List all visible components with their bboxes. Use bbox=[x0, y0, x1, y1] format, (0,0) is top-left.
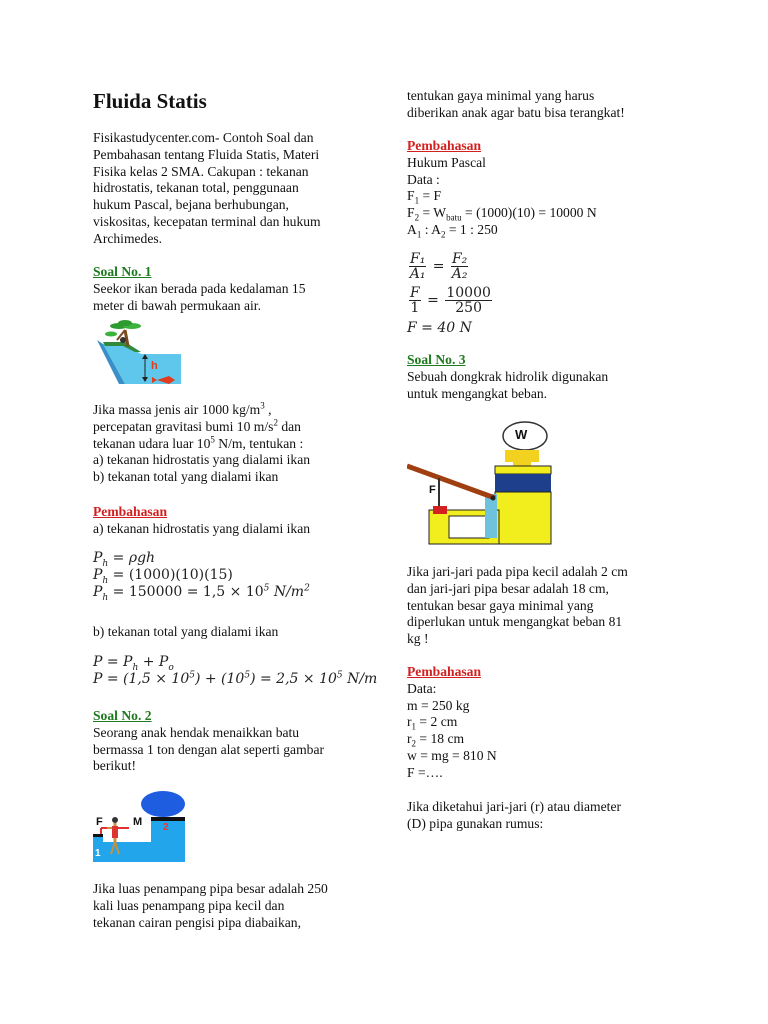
pascal-equations bbox=[407, 252, 669, 320]
eq-pascal-ratio: $\frac{\text{F₁}}{\text{A₁}}$ = $\frac{\text{F₂}}{\text{A₂}}$ bbox=[409, 251, 468, 282]
jack-label-W: W bbox=[515, 427, 528, 442]
soal-2-after-line: Jika luas penampang pipa besar adalah 250 bbox=[93, 881, 328, 896]
soal-3-heading[interactable]: Soal No. 3 bbox=[407, 352, 466, 367]
hukum-pascal: Hukum Pascal bbox=[407, 154, 486, 170]
eq-pascal-values: $\frac{F}{1}$ = $\frac{10000}{250}$ bbox=[410, 285, 491, 316]
soal-2 bbox=[93, 708, 383, 775]
soal-3-after-line: Jika jari-jari pada pipa kecil adalah 2 cm bbox=[407, 564, 628, 579]
soal-1-line: Seekor ikan berada pada kedalaman 15 bbox=[93, 280, 306, 296]
soal-1 bbox=[93, 264, 383, 314]
intro-line: Pembahasan tentang Fluida Statis, Materi bbox=[93, 146, 320, 162]
pembahasan-1 bbox=[93, 504, 383, 538]
eq-ph-values: $P_h = (1000)(10)(15)$ bbox=[93, 567, 233, 586]
soal-2-after-line: kali luas penampang pipa kecil dan bbox=[93, 897, 285, 913]
soal-3-after-line: dan jari-jari pipa besar adalah 18 cm, bbox=[407, 580, 609, 596]
fig2-label-1: 1 bbox=[95, 848, 101, 859]
soal-1-heading[interactable]: Soal No. 1 bbox=[93, 264, 152, 279]
p3-closing-line: (D) pipa gunakan rumus: bbox=[407, 815, 544, 831]
cont-line: diberikan anak agar batu bisa terangkat! bbox=[407, 104, 625, 120]
data-label: Data : bbox=[407, 171, 440, 187]
intro-line: viskositas, kecepatan terminal dan hukum bbox=[93, 213, 321, 229]
pembahasan-1-a: a) tekanan hidrostatis yang dialami ikan bbox=[93, 520, 311, 536]
intro-line: Fisikastudycenter.com- Contoh Soal dan bbox=[93, 130, 314, 145]
eq-p-total: $P = P_h + P_o$ bbox=[93, 654, 174, 673]
equations-2 bbox=[93, 654, 383, 688]
intro-line: Fisika kelas 2 SMA. Cakupan : tekanan bbox=[93, 163, 309, 179]
fig2-label-2: 2 bbox=[163, 822, 169, 833]
intro-paragraph bbox=[93, 130, 383, 248]
soal-3-after bbox=[407, 564, 669, 648]
soal-1-question bbox=[93, 402, 383, 486]
p3-r1: $r_1 = 2$ cm bbox=[407, 714, 458, 733]
pembahasan-2-heading[interactable]: Pembahasan bbox=[407, 138, 482, 153]
soal-1-q-line1: Jika massa jenis air 1000 $kg/m^3$ , bbox=[93, 400, 272, 417]
soal-1-q-b: b) tekanan total yang dialami ikan bbox=[93, 469, 279, 485]
p3-m: m = 250 kg bbox=[407, 697, 470, 713]
hydraulic-jack-figure bbox=[407, 420, 557, 548]
pembahasan-1-heading[interactable]: Pembahasan bbox=[93, 504, 168, 519]
soal-2-line: bermassa 1 ton dengan alat seperti gambar bbox=[93, 741, 325, 757]
soal-3-after-line: tentukan besar gaya minimal yang bbox=[407, 597, 594, 613]
soal-3-after-line: kg ! bbox=[407, 631, 429, 647]
intro-line: hidrostatis, tekanan total, penggunaan bbox=[93, 180, 299, 196]
soal-2-continued bbox=[407, 88, 669, 122]
eq-ph-formula: $P_h = \rho gh$ bbox=[93, 550, 156, 569]
soal-1-q-line3: tekanan udara luar $10^5$ N/m, tentukan : bbox=[93, 434, 304, 451]
p3-f: F =…. bbox=[407, 764, 443, 780]
page-title: Fluida Statis bbox=[93, 89, 207, 113]
soal-3-line: Sebuah dongkrak hidrolik digunakan bbox=[407, 368, 609, 384]
p3-closing bbox=[407, 799, 669, 833]
soal-1-q-a: a) tekanan hidrostatis yang dialami ikan bbox=[93, 452, 311, 468]
eq-ph-result: $P_h = 150000 = 1,5 \times 10^5$ $N/m^2$ bbox=[93, 583, 310, 603]
soal-2-heading[interactable]: Soal No. 2 bbox=[93, 708, 152, 723]
fig2-label-F: F bbox=[96, 816, 103, 828]
soal-3-line: untuk mengangkat beban. bbox=[407, 385, 548, 401]
cont-line: tentukan gaya minimal yang harus bbox=[407, 88, 595, 103]
soal-2-line: berikut! bbox=[93, 758, 137, 774]
intro-line: hukum Pascal, bejana berhubungan, bbox=[93, 197, 289, 213]
soal-3 bbox=[407, 352, 669, 402]
soal-3-after-line: diperlukan untuk mengangkat beban 81 bbox=[407, 614, 623, 630]
equations-1 bbox=[93, 550, 383, 601]
fig2-label-M: M bbox=[133, 816, 143, 828]
intro-line: Archimedes. bbox=[93, 230, 163, 246]
p3-closing-line: Jika diketahui jari-jari (r) atau diameter bbox=[407, 799, 622, 814]
eq-pascal-result: F = 40 N bbox=[407, 320, 472, 336]
depth-label-h: h bbox=[151, 360, 158, 372]
soal-1-line: meter di bawah permukaan air. bbox=[93, 297, 261, 313]
data-f1: $F_1 = F$ bbox=[407, 188, 442, 207]
pembahasan-1-b: b) tekanan total yang dialami ikan bbox=[93, 624, 279, 639]
data-area: $A_1$ : $A_2 = 1$ : 250 bbox=[407, 221, 498, 240]
fish-depth-figure bbox=[95, 318, 185, 388]
pembahasan-2 bbox=[407, 138, 669, 239]
soal-1-q-line2: percepatan gravitasi bumi 10 $m/s^2$ dan bbox=[93, 417, 301, 434]
pembahasan-3-heading[interactable]: Pembahasan bbox=[407, 664, 482, 679]
data-f2: $F_2 = W_{batu} = (1000)(10) = 10000$ N bbox=[407, 205, 597, 223]
p3-r2: $r_2 = 18$ cm bbox=[407, 731, 465, 749]
soal-2-after-line: tekanan cairan pengisi pipa diabaikan, bbox=[93, 914, 301, 930]
pembahasan-3 bbox=[407, 664, 669, 782]
p3-w: w = mg = 810 N bbox=[407, 747, 497, 763]
eq-p-result: $P = (1,5 \times 10^5) + (10^5) = 2,5 \times 10^5$ N/m bbox=[93, 670, 378, 687]
soal-2-line: Seorang anak hendak menaikkan batu bbox=[93, 724, 300, 740]
jack-label-F: F bbox=[429, 484, 436, 496]
soal-2-after bbox=[93, 881, 383, 931]
p3-data: Data: bbox=[407, 680, 437, 696]
hydraulic-lift-figure bbox=[93, 790, 193, 866]
